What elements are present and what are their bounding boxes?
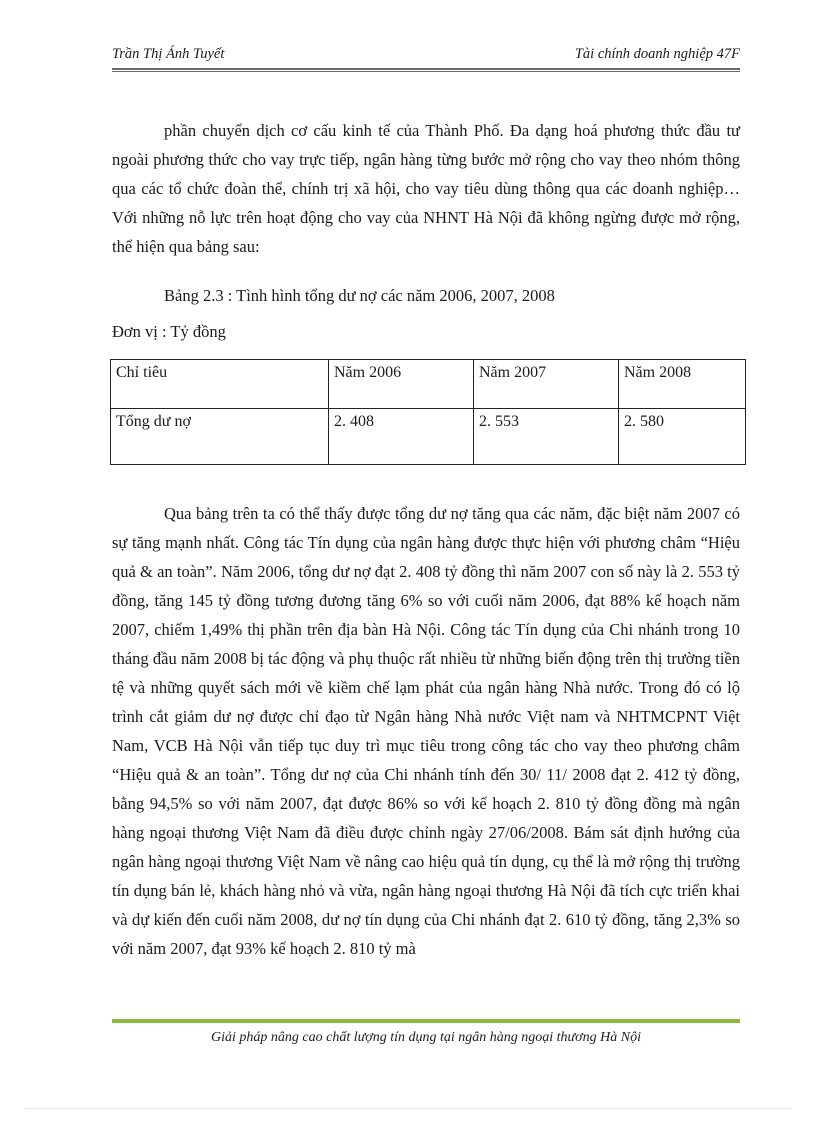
analysis-paragraph: Qua bảng trên ta có thể thấy được tổng dư nợ tăng qua các năm, đặc biệt năm 2007 có sự tăng mạnh nhất. Công tác Tín dụng của ngân hàng được thực hiện với phương châm “Hiệu quả & an toàn”. Năm 2006, tổng dư nợ đạt 2. 408 tỷ đồng thì năm 2007 con số này là 2. 553 tỷ đồng, tăng 145 tỷ đồng tương đương tăng 6% so với cuối năm 2006, đạt 88% kế hoạch năm 2007, chiếm 1,49% thị phần trên địa bàn Hà Nội. Công tác Tín dụng của Chi nhánh trong 10 tháng đầu năm 2008 bị tác động và phụ thuộc rất nhiều từ những biến động trên thị trường tiền tệ và những quyết sách mới về kiềm chế lạm phát của ngân hàng Nhà nước. Trong đó có lộ trình cắt giảm dư nợ được chỉ đạo từ Ngân hàng Nhà nước Việt nam và NHTMCPNT Việt Nam, VCB Hà Nội vẫn tiếp tục duy trì mục tiêu trong công tác cho vay theo phương châm “Hiệu quả & an toàn”. Tổng dư nợ của Chi nhánh tính đến 30/ 11/ 2008 đạt 2. 412 tỷ đồng, bằng 94,5% so với năm 2007, đạt được 86% so với kế hoạch 2. 810 tỷ đồng đồng mà ngân hàng ngoại thương Việt Nam đã điều được chỉnh ngày 27/06/2008. Bám sát định hướng của ngân hàng ngoại thương Việt Nam về nâng cao hiệu quả tín dụng, cụ thể là mở rộng thị trường tín dụng bán lẻ, khách hàng nhỏ và vừa, ngân hàng ngoại thương Hà Nội đã tích cực triển khai và dự kiến đến cuối năm 2008, dư nợ tín dụng của Chi nhánh đạt 2. 610 tỷ đồng, tăng 2,3% so với năm 2007, đạt 93% kế hoạch 2. 810 tỷ mà xyxy=(112,504,740,958)
table-cell: 2. 408 xyxy=(329,409,474,465)
header-rule-thin xyxy=(112,71,740,72)
table-header-cell: Chỉ tiêu xyxy=(111,360,329,409)
table-cell: Tổng dư nợ xyxy=(111,409,329,465)
table-header-row xyxy=(111,360,746,409)
footer-rule xyxy=(112,1019,740,1023)
debt-table xyxy=(110,359,746,465)
table-header-cell: Năm 2008 xyxy=(619,360,746,409)
unit-label: Đơn vị : Tỷ đồng xyxy=(112,322,226,341)
analysis-section xyxy=(112,499,740,963)
table-cell: 2. 580 xyxy=(619,409,746,465)
page-edge-divider xyxy=(24,1108,792,1109)
footer-title: Giải pháp nâng cao chất lượng tín dụng tại ngân hàng ngoại thương Hà Nội xyxy=(211,1030,641,1045)
intro-paragraph: phần chuyển dịch cơ cấu kinh tế của Thành Phố. Đa dạng hoá phương thức đầu tư ngoài phương thức cho vay trực tiếp, ngân hàng từng bước mở rộng cho vay theo nhóm thông qua các tổ chức đoàn thể, chính trị xã hội, cho vay tiêu dùng thông qua các doanh nghiệp…Với những nỗ lực trên hoạt động cho vay của NHNT Hà Nội đã không ngừng được mở rộng, thể hiện qua bảng sau: xyxy=(112,121,740,256)
header-course: Tài chính doanh nghiệp 47F xyxy=(574,46,740,62)
header-author: Trần Thị Ánh Tuyết xyxy=(112,46,225,62)
table-row xyxy=(111,409,746,465)
table-caption: Bảng 2.3 : Tình hình tổng dư nợ các năm 2006, 2007, 2008 xyxy=(164,286,555,305)
table-header-cell: Năm 2007 xyxy=(474,360,619,409)
table-cell: 2. 553 xyxy=(474,409,619,465)
page-header xyxy=(112,44,740,68)
table-header-cell: Năm 2006 xyxy=(329,360,474,409)
header-rule xyxy=(112,68,740,70)
intro-section xyxy=(112,116,740,261)
